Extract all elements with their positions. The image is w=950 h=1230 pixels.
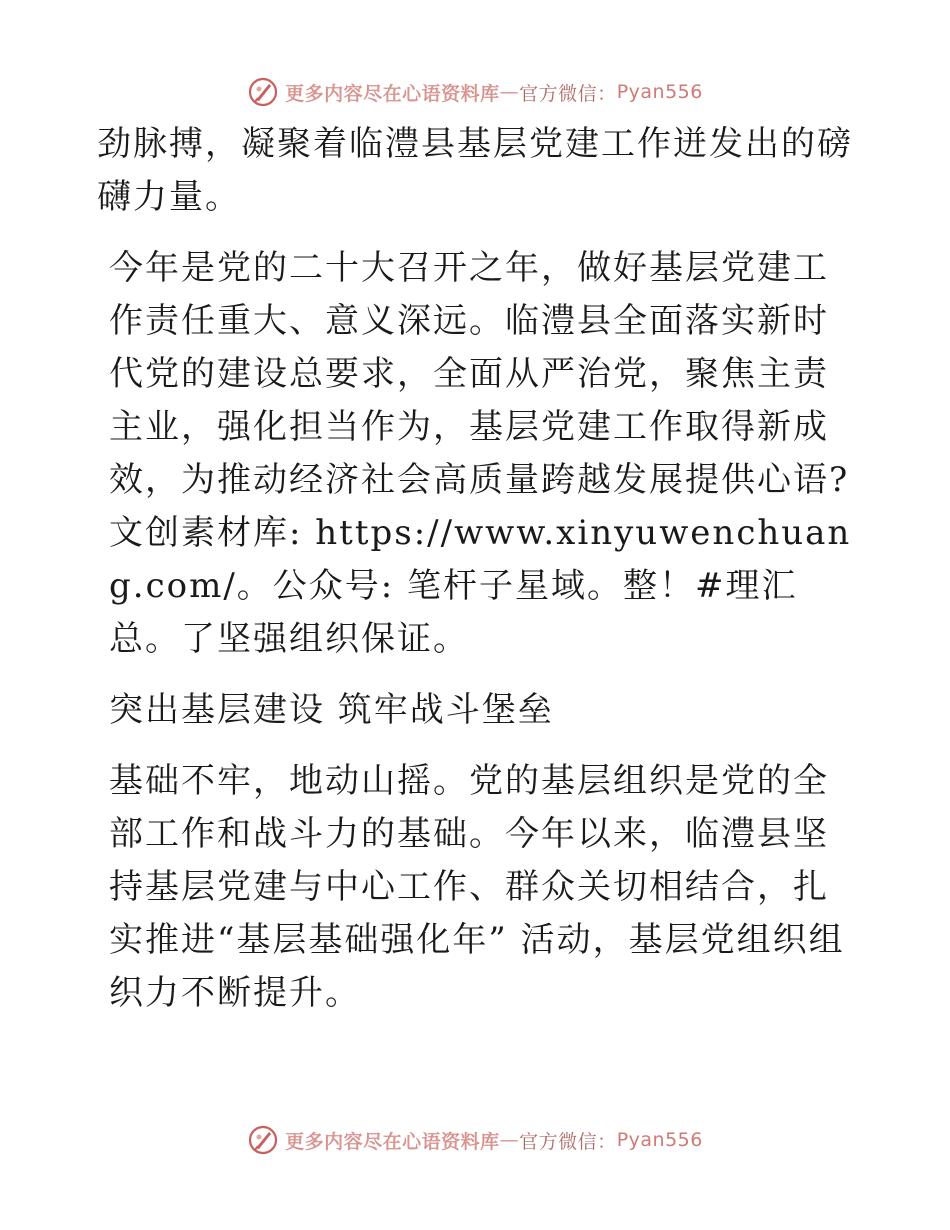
banner-wechat-label: 官方微信： [519, 82, 617, 105]
footer-watermark-banner [0, 1120, 950, 1160]
section-heading: 突出基层建设 筑牢战斗堡垒 [109, 690, 554, 730]
paragraph-1: 劲脉搏，凝聚着临澧县基层党建工作迸发出的磅礴力量。 [97, 124, 853, 217]
banner-slogan: 更多内容尽在心语资料库 [285, 1130, 500, 1153]
banner-separator: — [499, 1129, 520, 1151]
banner-wechat-label: 官方微信： [519, 1130, 617, 1153]
banner-wechat-id: Pyan556 [616, 81, 703, 103]
paragraph-3: 基础不牢，地动山摇。党的基层组织是党的全部工作和战斗力的基础。今年以来，临澧县坚持基层党建与中心工作、群众关切相结合，扎实推进“基层基础强化年” 活动，基层党组织组织力不断提升。 [109, 761, 845, 1013]
header-watermark-banner [0, 72, 950, 112]
banner-slogan: 更多内容尽在心语资料库 [285, 82, 500, 105]
paragraph-2: 今年是党的二十大召开之年，做好基层党建工作责任重大、意义深远。临澧县全面落实新时代党的建设总要求，全面从严治党，聚焦主责主业，强化担当作为，基层党建工作取得新成效，为推动经济社会高质量跨越发展提供心语?文创素材库: https://www.xinyuwenchuang.com/。公众号: 笔杆子星域。整！#理汇总。了坚强组织保证。 [109, 248, 852, 659]
banner-wechat-id: Pyan556 [616, 1129, 703, 1151]
banner-separator: — [499, 81, 520, 103]
document-body [97, 118, 857, 1038]
quill-circle-icon [247, 1124, 279, 1156]
quill-circle-icon [247, 76, 279, 108]
